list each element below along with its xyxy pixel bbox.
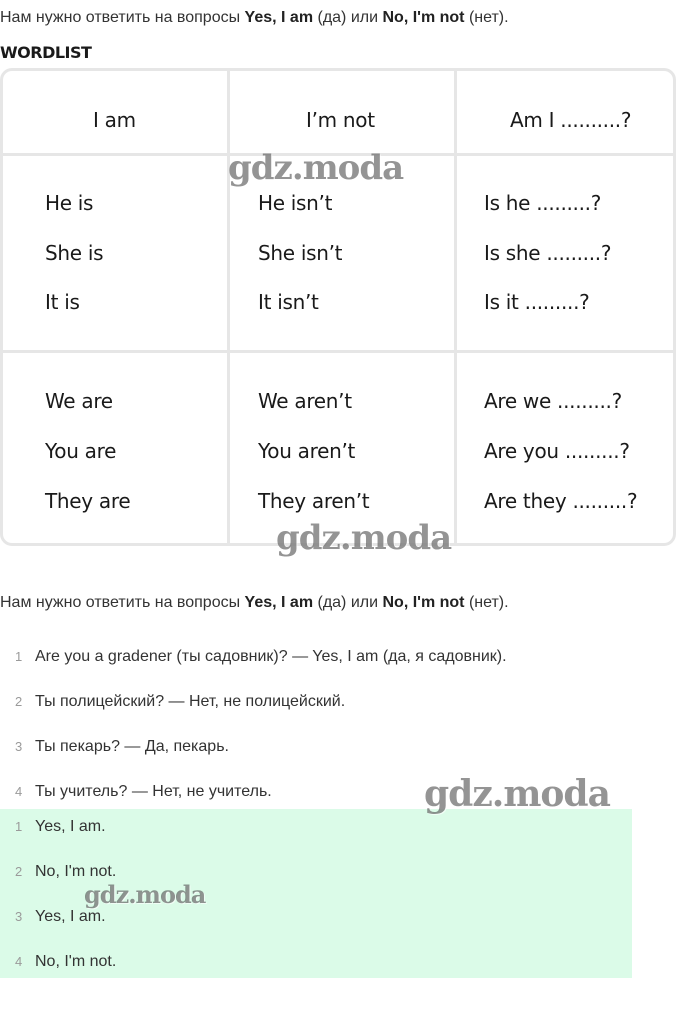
item-text: Are you a gradener (ты садовник)? — Yes, I am (да, я садовник). [35,648,507,665]
table-cell: Is she .........? [484,241,612,265]
table-cell: He isn’t [258,191,333,215]
column-divider [227,71,230,543]
item-text: No, I'm not. [35,863,117,880]
wordlist-table [0,68,676,546]
intro-yes: Yes, I am [244,9,314,26]
item-number: 2 [15,694,23,709]
item-text: Ты пекарь? — Да, пекарь. [35,738,229,755]
header-am-i: Am I ..........? [510,108,632,132]
item-number: 4 [15,954,23,969]
item-number: 3 [15,739,23,754]
table-cell: Are you .........? [484,439,630,463]
header-im-not: I’m not [306,108,375,132]
intro-text [0,593,509,613]
table-cell: We aren’t [258,389,352,413]
item-number: 1 [15,649,23,664]
table-cell: He is [45,191,94,215]
intro-prefix: Нам нужно ответить на вопросы [0,594,245,611]
watermark: gdz.moda [84,880,206,909]
item-number: 1 [15,819,23,834]
table-cell: Are we .........? [484,389,622,413]
table-cell: Are they .........? [484,489,638,513]
column-divider [454,71,457,543]
table-cell: She isn’t [258,241,343,265]
intro-no-translation: (нет). [464,594,509,611]
item-number: 3 [15,909,23,924]
intro-yes-translation: (да) или [313,9,383,26]
intro-no: No, I'm not [382,9,465,26]
item-text: Ты полицейский? — Нет, не полицейский. [35,693,346,710]
table-cell: Is it .........? [484,290,590,314]
watermark: gdz.moda [424,773,610,815]
intro-yes: Yes, I am [244,594,314,611]
table-cell: They aren’t [258,489,370,513]
intro-yes-translation: (да) или [313,594,383,611]
intro-no: No, I'm not [382,594,465,611]
table-cell: You are [45,439,117,463]
table-cell: They are [45,489,131,513]
table-cell: It isn’t [258,290,319,314]
item-number: 2 [15,864,23,879]
table-cell: Is he .........? [484,191,602,215]
item-text: Yes, I am. [35,818,106,835]
header-i-am: I am [93,108,136,132]
watermark: gdz.moda [276,518,452,558]
table-cell: She is [45,241,104,265]
wordlist-heading: WORDLIST [0,43,92,62]
intro-no-translation: (нет). [464,9,509,26]
item-number: 4 [15,784,23,799]
row-divider [3,350,673,353]
item-text: Yes, I am. [35,908,106,925]
table-cell: We are [45,389,113,413]
item-text: No, I'm not. [35,953,117,970]
intro-prefix: Нам нужно ответить на вопросы [0,9,245,26]
intro-text [0,8,509,28]
watermark: gdz.moda [228,148,404,188]
table-cell: It is [45,290,80,314]
item-text: Ты учитель? — Нет, не учитель. [35,783,272,800]
table-cell: You aren’t [258,439,356,463]
